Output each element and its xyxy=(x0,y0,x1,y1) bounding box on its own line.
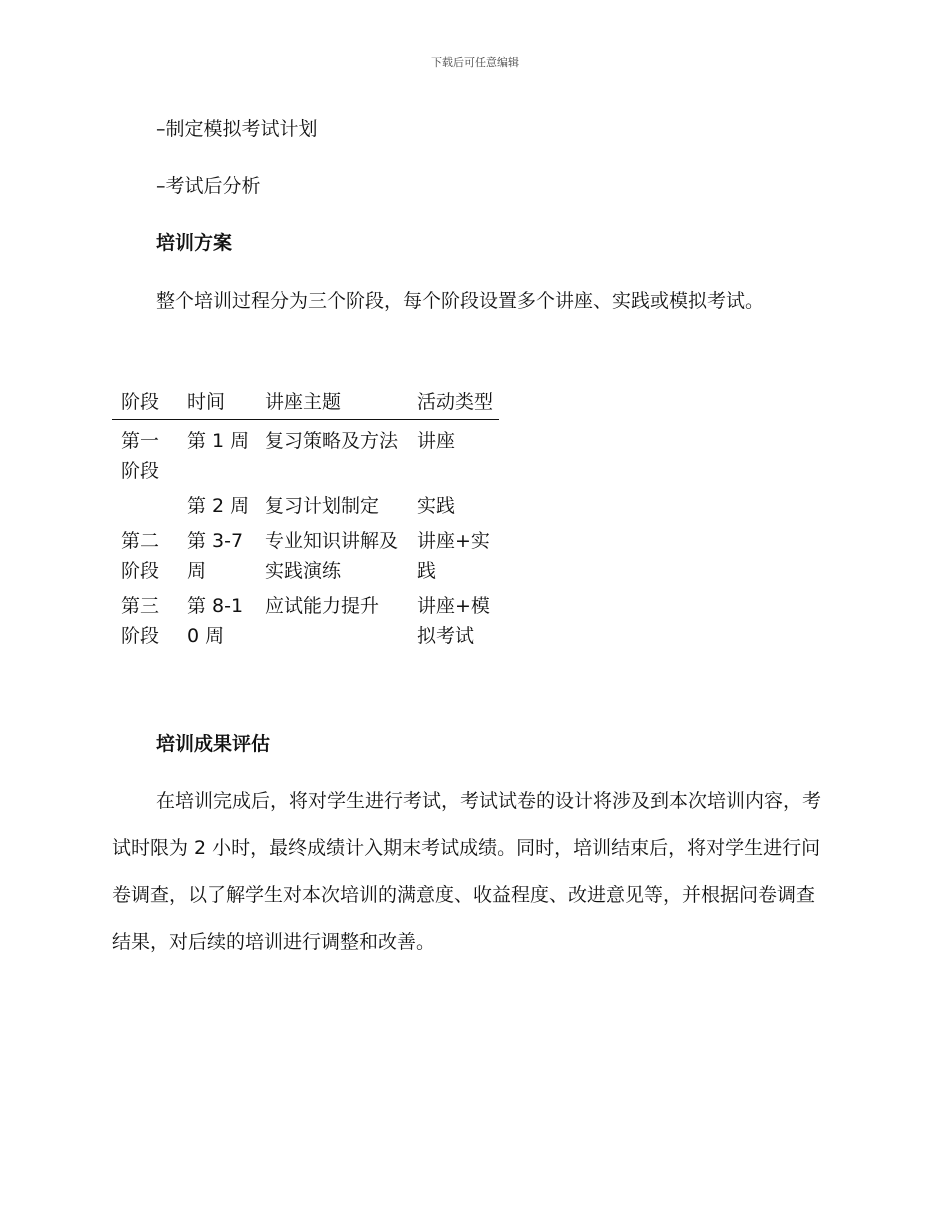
table-row xyxy=(112,420,499,492)
section-heading-evaluation: 培训成果评估 xyxy=(156,733,271,755)
table-cell: 第 8-10 周 xyxy=(187,595,244,647)
table-cell: 第一阶段 xyxy=(121,430,160,482)
table-cell: 应试能力提升 xyxy=(265,595,380,617)
table-header-cell: 阶段 xyxy=(112,387,178,420)
training-plan-paragraph: 整个培训过程分为三个阶段，每个阶段设置多个讲座、实践或模拟考试。 xyxy=(156,290,765,312)
page-header: 下载后可任意编辑 xyxy=(431,56,519,69)
bullet-item: –考试后分析 xyxy=(156,175,261,197)
table-row xyxy=(112,526,499,591)
table-cell: 第 3-7 周 xyxy=(187,530,244,582)
table-header-cell: 活动类型 xyxy=(408,387,499,420)
evaluation-paragraph: 在培训完成后，将对学生进行考试，考试试卷的设计将涉及到本次培训内容，考试时限为 2 小时，最终成绩计入期末考试成绩。同时，培训结束后，将对学生进行问卷调查，以了解学生对本次培训的满意度、收益程度、改进意见等，并根据问卷调查结果，对后续的培训进行调整和改善。 xyxy=(112,790,822,953)
table-header-cell: 时间 xyxy=(178,387,256,420)
table-cell: 第二阶段 xyxy=(121,530,160,582)
table-row xyxy=(112,491,499,526)
table-cell: 复习策略及方法 xyxy=(265,430,399,452)
table-row xyxy=(112,591,499,656)
table-cell: 实践 xyxy=(417,495,456,517)
table-cell: 讲座 xyxy=(417,430,456,452)
table-cell: 讲座+实践 xyxy=(417,530,490,582)
schedule-table xyxy=(112,387,499,656)
table-cell: 第 1 周 xyxy=(187,430,250,452)
table-cell: 复习计划制定 xyxy=(265,495,380,517)
table-cell: 专业知识讲解及实践演练 xyxy=(265,530,399,582)
table-cell: 第三阶段 xyxy=(121,595,160,647)
table-header-cell: 讲座主题 xyxy=(256,387,408,420)
table-cell: 讲座+模拟考试 xyxy=(417,595,490,647)
section-heading-training-plan: 培训方案 xyxy=(156,232,233,254)
bullet-item: –制定模拟考试计划 xyxy=(156,118,318,140)
table-header-row xyxy=(112,387,499,420)
table-cell: 第 2 周 xyxy=(187,495,250,517)
table-cell xyxy=(112,491,178,526)
